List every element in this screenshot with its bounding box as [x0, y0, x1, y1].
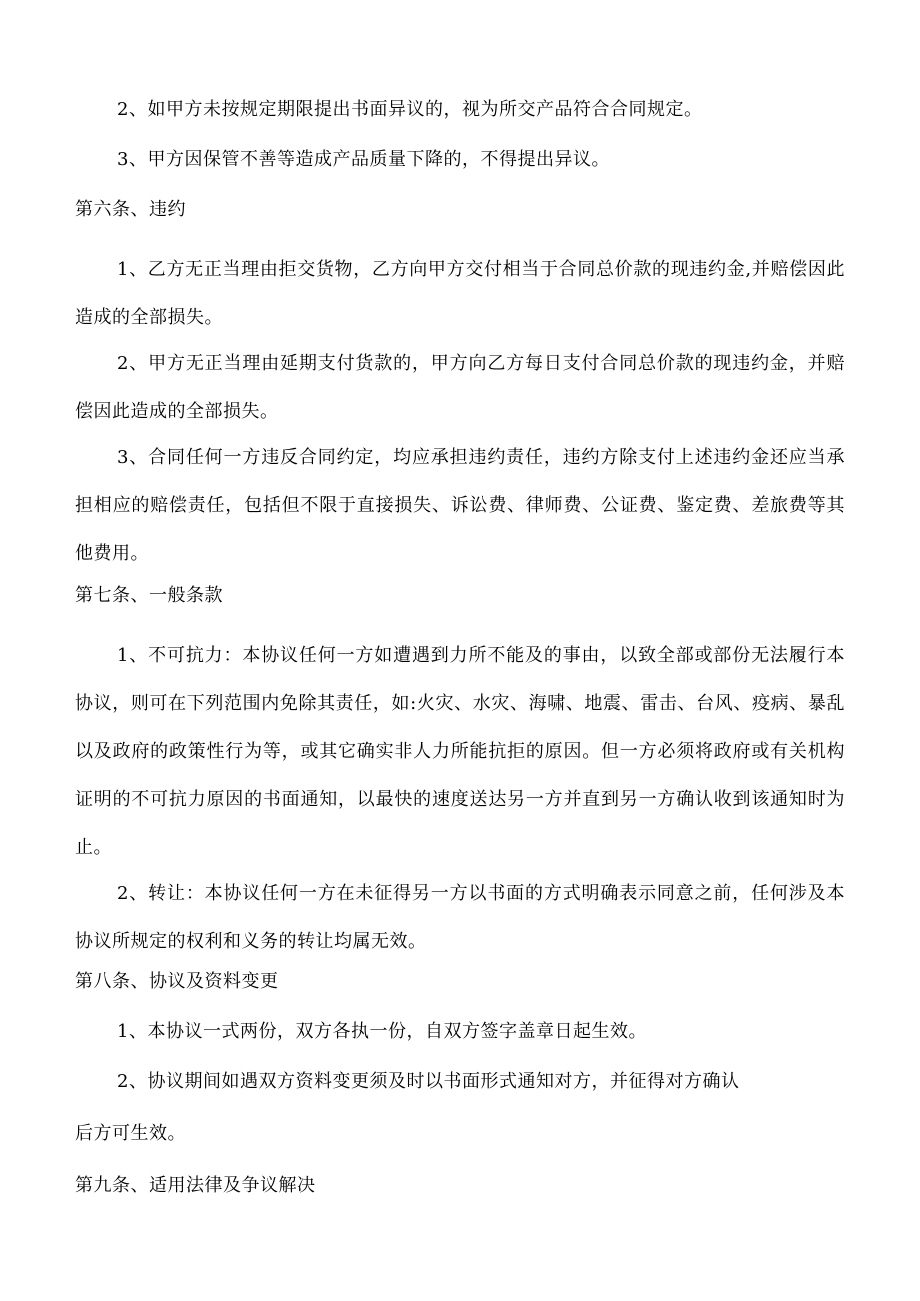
article-8-heading: 第八条、协议及资料变更 [75, 971, 279, 992]
paragraph-7-1: 1、不可抗力：本协议任何一方如遭遇到力所不能及的事由，以致全部或部份无法履行本协议，则可在下列范围内免除其责任，如:火灾、水灾、海啸、地震、雷击、台风、疫病、暴乱以及政府的政策性行为等，或其它确实非人力所能抗拒的原因。但一方必须将政府或有关机构证明的不可抗力原因的书面通知，以最快的速度送达另一方并直到另一方确认收到该通知时为止。 [75, 645, 845, 858]
article-7-heading: 第七条、一般条款 [75, 585, 223, 606]
paragraph-5-2: 2、如甲方未按规定期限提出书面异议的，视为所交产品符合合同规定。 [117, 99, 703, 120]
article-6-heading: 第六条、违约 [75, 199, 186, 220]
paragraph-6-3: 3、合同任何一方违反合同约定，均应承担违约责任，违约方除支付上述违约金还应当承担相应的赔偿责任，包括但不限于直接损失、诉讼费、律师费、公证费、鉴定费、差旅费等其他费用。 [75, 447, 845, 564]
paragraph-7-2: 2、转让：本协议任何一方在未征得另一方以书面的方式明确表示同意之前，任何涉及本协议所规定的权利和义务的转让均属无效。 [75, 883, 845, 952]
paragraph-6-2: 2、甲方无正当理由延期支付货款的，甲方向乙方每日支付合同总价款的现违约金，并赔偿因此造成的全部损失。 [75, 353, 845, 422]
paragraph-8-2: 2、协议期间如遇双方资料变更须及时以书面形式通知对方，并征得对方确认 [117, 1071, 740, 1092]
paragraph-8-2-continued: 后方可生效。 [75, 1123, 186, 1144]
paragraph-8-1: 1、本协议一式两份，双方各执一份，自双方签字盖章日起生效。 [117, 1021, 647, 1042]
paragraph-6-1: 1、乙方无正当理由拒交货物，乙方向甲方交付相当于合同总价款的现违约金,并赔偿因此造成的全部损失。 [75, 259, 845, 328]
article-9-heading: 第九条、适用法律及争议解决 [75, 1175, 316, 1196]
paragraph-5-3: 3、甲方因保管不善等造成产品质量下降的，不得提出异议。 [117, 149, 610, 170]
